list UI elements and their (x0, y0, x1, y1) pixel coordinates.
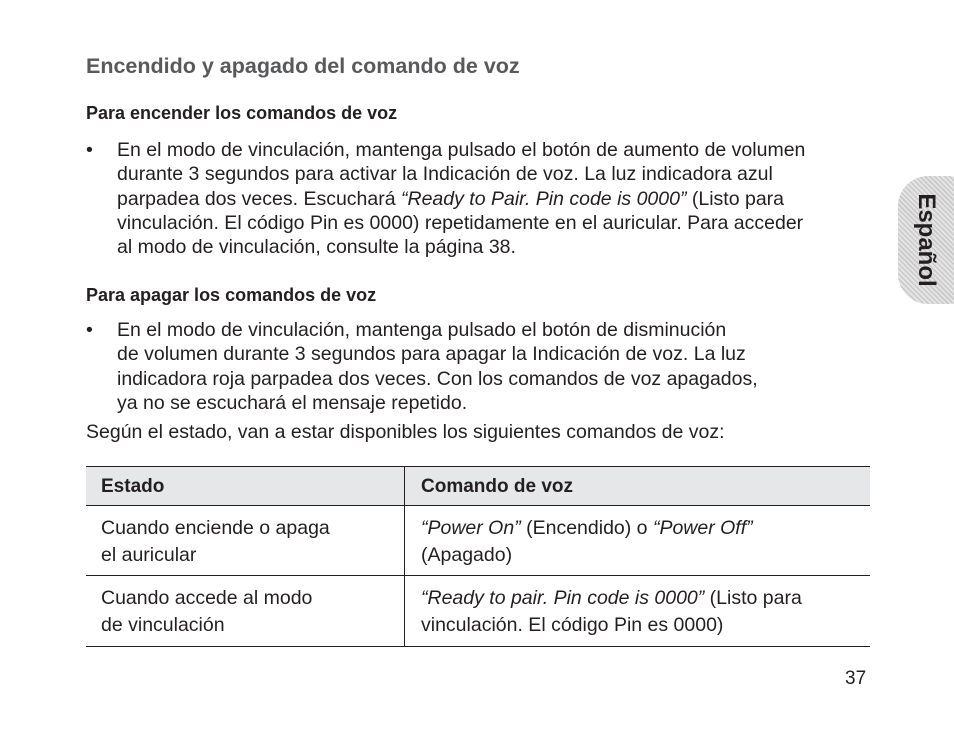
header-comando: Comando de voz (421, 476, 574, 497)
section-title: Encendido y apagado del comando de voz (86, 54, 520, 78)
table-row (86, 506, 870, 576)
turn-off-bullet-text (117, 318, 877, 415)
command-cell: “Power On” (Encendido) o “Power Off” (Apagado) (421, 517, 753, 566)
turn-on-heading: Para encender los comandos de voz (86, 103, 398, 123)
paragraph-line: durante 3 segundos para activar la Indicación de voz. La luz indicadora azul (117, 163, 773, 186)
paragraph-line: de volumen durante 3 segundos para apagar la Indicación de voz. La luz (117, 343, 746, 366)
paragraph-line: En el modo de vinculación, mantenga pulsado el botón de aumento de volumen (117, 139, 806, 161)
paragraph-line: indicadora roja parpadea dos veces. Con los comandos de voz apagados, (117, 367, 758, 390)
state-cell: Cuando accede al modo de vinculación (101, 587, 313, 636)
table-intro: Según el estado, van a estar disponibles los siguientes comandos de voz: (86, 421, 725, 443)
bullet-mark: • (86, 139, 93, 161)
paragraph-line: vinculación. El código Pin es 0000) repetidamente en el auricular. Para acceder (117, 211, 804, 234)
command-cell: “Ready to pair. Pin code is 0000” (Listo para vinculación. El código Pin es 0000) (421, 587, 802, 636)
voice-command-table (86, 466, 870, 647)
voice-prompt-quote: “Ready to Pair. Pin code is 0000” (401, 187, 687, 210)
turn-on-bullet-text (117, 138, 877, 259)
state-cell: Cuando enciende o apaga el auricular (101, 517, 330, 566)
paragraph-line: parpadea dos veces. Escuchará “Ready to Pair. Pin code is 0000” (Listo para (117, 187, 785, 210)
language-tab-label: Español (913, 193, 940, 287)
bullet-mark: • (86, 319, 93, 341)
table-header-row (86, 466, 870, 506)
paragraph-line: al modo de vinculación, consulte la página 38. (117, 236, 516, 259)
table-row (86, 576, 870, 647)
turn-off-heading: Para apagar los comandos de voz (86, 285, 377, 305)
header-estado: Estado (101, 476, 165, 497)
paragraph-line: En el modo de vinculación, mantenga pulsado el botón de disminución (117, 319, 727, 341)
paragraph-line: ya no se escuchará el mensaje repetido. (117, 391, 468, 414)
page-number: 37 (845, 668, 867, 689)
